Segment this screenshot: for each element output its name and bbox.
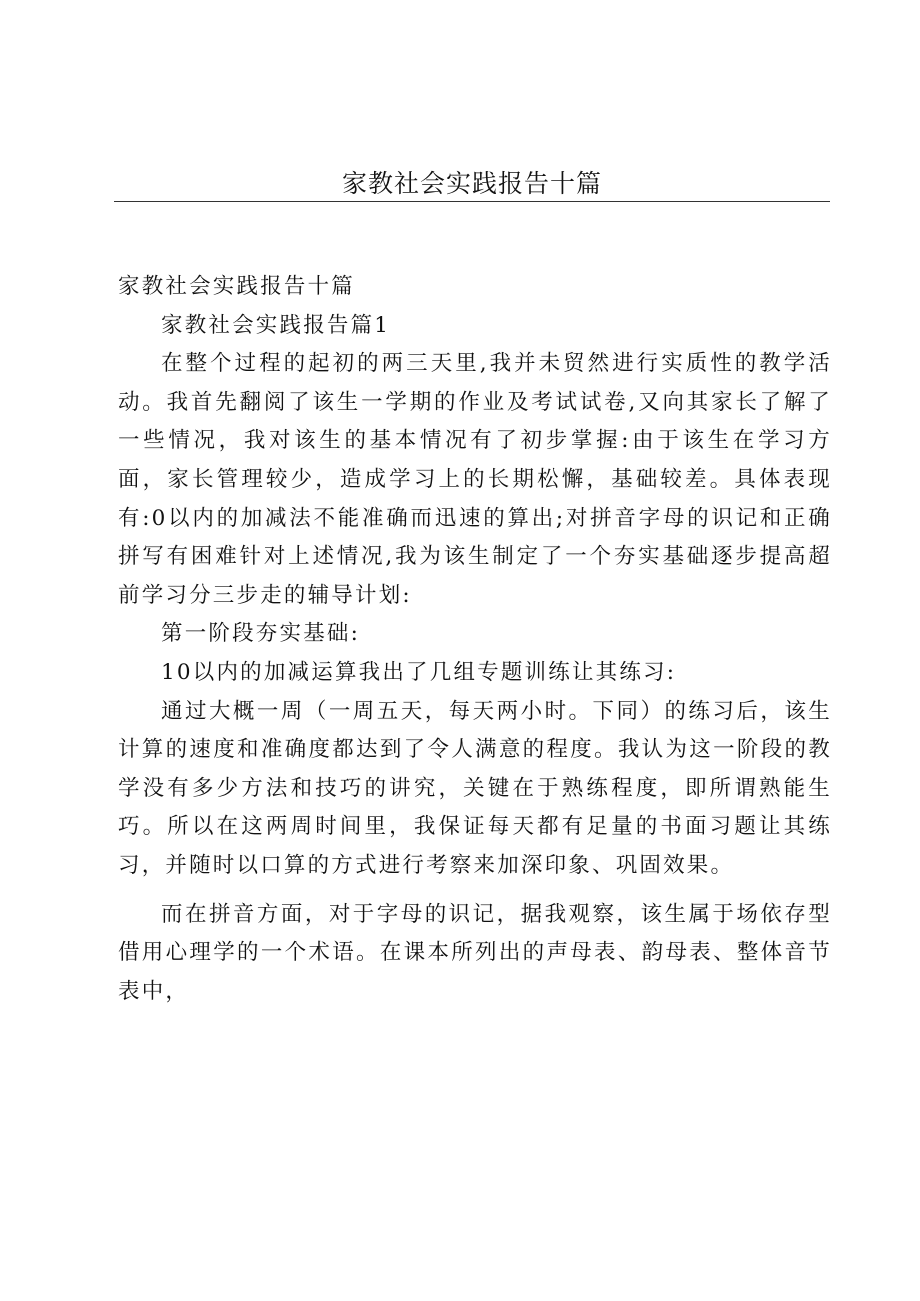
section-heading: 家教社会实践报告篇1: [161, 312, 391, 338]
document-body: [118, 268, 832, 1011]
body-paragraph: 通过大概一周（一周五天，每天两小时。下同）的练习后，该生计算的速度和准确度都达到了令人满意的程度。我认为这一阶段的教学没有多少方法和技巧的讲究，关键在于熟练程度，即所谓熟能生巧。所以在这两周时间里，我保证每天都有足量的书面习题让其练习，并随时以口算的方式进行考察来加深印象、巩固效果。: [118, 698, 832, 878]
document-title: 家教社会实践报告十篇: [118, 274, 356, 299]
body-paragraph: 在整个过程的起初的两三天里,我并未贸然进行实质性的教学活动。我首先翻阅了该生一学期的作业及考试试卷,又向其家长了解了一些情况，我对该生的基本情况有了初步掌握:由于该生在学习方面，家长管理较少，造成学习上的长期松懈，基础较差。具体表现有:0以内的加减法不能准确而迅速的算出;对拼音字母的识记和正确拼写有困难针对上述情况,我为该生制定了一个夯实基础逐步提高超前学习分三步走的辅导计划:: [118, 351, 832, 608]
body-paragraph: 而在拼音方面，对于字母的识记，据我观察，该生属于场依存型借用心理学的一个术语。在课本所列出的声母表、韵母表、整体音节表中，: [118, 901, 832, 1004]
stage-heading: 第一阶段夯实基础:: [161, 621, 361, 647]
header-divider: [114, 201, 830, 202]
running-header-title: 家教社会实践报告十篇: [341, 169, 602, 198]
body-paragraph: 10以内的加减运算我出了几组专题训练让其练习:: [161, 659, 677, 685]
